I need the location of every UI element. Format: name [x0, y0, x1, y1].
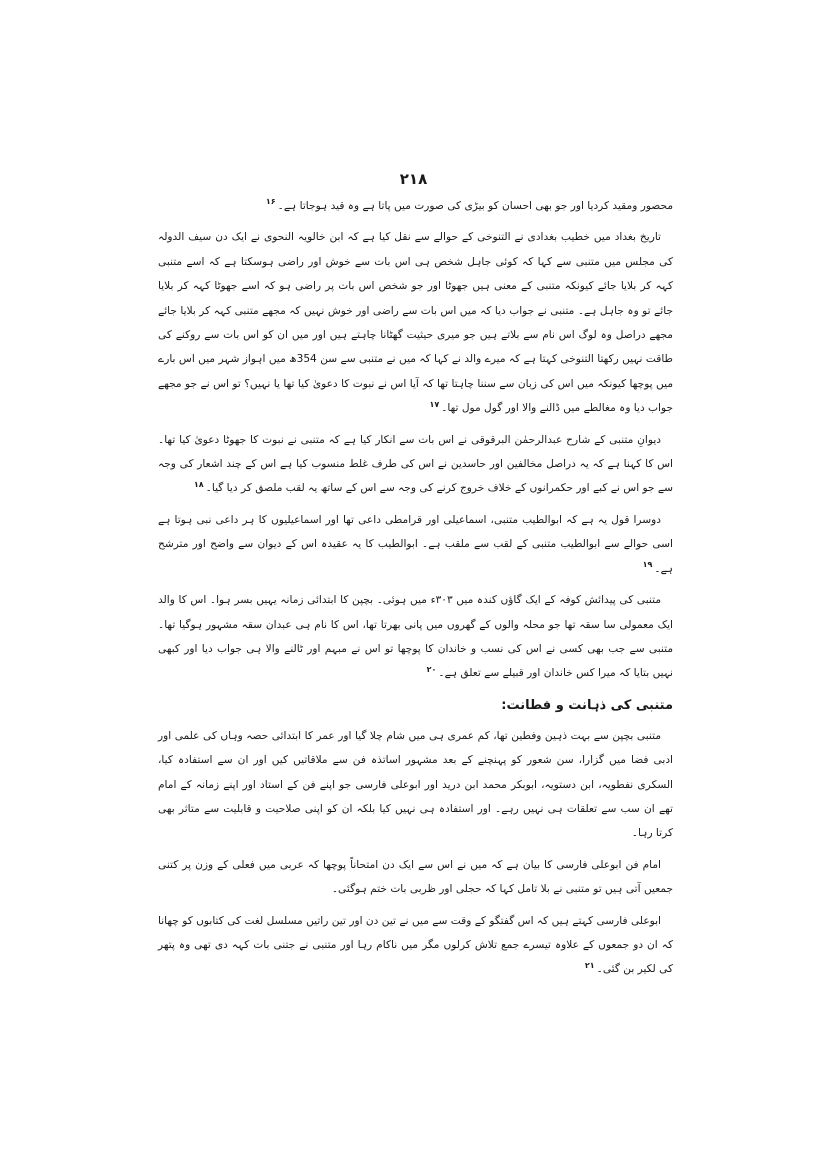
paragraph-7: [158, 853, 673, 902]
page-number: ۲۱۸: [399, 170, 428, 188]
paragraph-text: ابوعلی فارسی کہتے ہیں کہ اس گفتگو کے وقت سے میں نے تین دن اور تین راتیں مسلسل لغت کی کتابوں کو چھانا کہ ان دو جمعوں کے علاوہ تیسرے جمع تلاش کرلوں مگر میں ناکام رہا اور متنبی نے جتنی بات کہہ دی تھی وہ پتھر کی لکیر بن گئی۔: [158, 914, 673, 976]
paragraph-text: دیوانِ متنبی کے شارح عبدالرحمٰن البرقوقی نے اس بات سے انکار کیا ہے کہ متنبی نے نبوت کا جھوٹا دعویٰ کیا تھا۔ اس کا کہنا ہے کہ یہ دراصل مخالفین اور حاسدین نے اس کی طرف غلط منسوب کیا ہے اس کے چند اشعار کی وجہ سے جو اس نے کبے اور حکمرانوں کے خلاف خروج کرنے کی وجہ سے اس کے ساتھ یہ لقب ملصق کر دیا گیا۔: [158, 433, 673, 495]
paragraph-6: [158, 724, 673, 846]
footnote-ref: ۱۸: [193, 479, 204, 489]
footnote-ref: ۱۹: [642, 560, 653, 570]
footnote-ref: ۱۶: [265, 197, 276, 207]
paragraph-text: متنبی کی پیدائش کوفہ کے ایک گاؤں کندہ میں ۳۰۳ء میں ہوئی۔ بچپن کا ابتدائی زمانہ یہیں بسر ہوا۔ اس کا والد ایک معمولی سا سقہ تھا جو محلہ والوں کے گھروں میں پانی بھرتا تھا، اس کا نام ہی عبدان سقہ مشہور ہوگیا تھا۔ متنبی سے جب بھی کسی نے اس کی نسب و خاندان کا پوچھا تو اس نے مبہم اور ٹالنے والا ہی جواب دیا اور کبھی نہیں بتایا کہ میرا کس خاندان اور قبیلے سے تعلق ہے۔: [158, 594, 673, 680]
footnote-ref: ۱۷: [429, 399, 440, 409]
page-body: [158, 194, 673, 989]
footnote-ref: ۲۱: [584, 960, 595, 970]
paragraph-text: متنبی بچپن سے بہت ذہین وفطین تھا، کم عمری ہی میں شام چلا گیا اور عمر کا ابتدائی حصہ وہاں کی علمی اور ادبی فضا میں گزارا، سن شعور کو پہنچنے کے بعد مشہور اساتذہ فن سے ملاقاتیں کیں اور ان سے استفادہ کیا، السکری نفطویہ، ابن دستویہ، ابوبکر محمد ابن درید اور ابوعلی فارسی جو اپنے فن کے استاد اور اپنے زمانہ کے امام تھے ان سب سے تعلقات ہی نہیں رہے۔ اور استفادہ ہی نہیں کیا بلکہ ان کو اپنی صلاحیت و قابلیت سے متاثر بھی کرتا رہا۔: [158, 729, 673, 840]
paragraph-4: [158, 508, 673, 581]
paragraph-2: [158, 225, 673, 420]
paragraph-text: تاریخ بغداد میں خطیب بغدادی نے التنوخی کے حوالے سے نقل کیا ہے کہ ابن خالویہ النحوی نے ایک دن سیف الدولہ کی مجلس میں متنبی سے کہا کہ کوئی جاہل شخص ہی اس بات سے خوش اور راضی ہوسکتا ہے کہ اسے متنبی کہہ کر بلایا جائے کیونکہ متنبی کے معنی ہیں جھوٹا اور جو شخص اس بات پر راضی ہو کہ اسے جھوٹا کہہ کر بلایا جائے تو وہ جاہل ہے۔ متنبی نے جواب دیا کہ میں اس بات سے راضی اور خوش نہیں کہ مجھے متنبی کہہ کر بلایا جائے مجھے دراصل وہ لوگ اس نام سے بلاتے ہیں جو میری حیثیت گھٹانا چاہتے ہیں اور میں ان کو اس بات سے روکنے کی طاقت نہیں رکھتا التنوخی کہتا ہے کہ میرے والد نے کہا کہ میں نے متنبی سے سن 354ھ میں اہواز شہر میں اس بارے میں پوچھا کیونکہ میں اس کی زبان سے سننا چاہتا تھا کہ آیا اس نے نبوت کا دعویٰ کیا تھا یا نہیں؟ تو اس نے جو مجھے جواب دیا وہ مغالطے میں ڈالنے والا اور گول مول تھا۔: [158, 231, 673, 415]
paragraph-8: [158, 909, 673, 982]
paragraph-1: [158, 194, 673, 218]
paragraph-text: دوسرا قول یہ ہے کہ ابوالطیب متنبی، اسماعیلی اور قرامطی داعی تھا اور اسماعیلیوں کا ہر داعی نبی ہوتا ہے اسی حوالے سے ابوالطیب متنبی کے لقب سے ملقب ہے۔ ابوالطیب کا یہ عقیدہ اس کے دیوان سے واضح اور مترشح ہے۔: [158, 513, 673, 575]
paragraph-5: [158, 588, 673, 686]
section-heading: متنبی کی ذہانت و فطانت:: [501, 697, 673, 713]
footnote-ref: ۲۰: [426, 664, 437, 674]
paragraph-text: امام فن ابوعلی فارسی کا بیان ہے کہ میں نے اس سے ایک دن امتحاناً پوچھا کہ عربی میں فعلی کے وزن پر کتنی جمعیں آتی ہیں تو متنبی نے بلا تامل کہا کہ حجلی اور ظربی بات ختم ہوگئی۔: [158, 858, 673, 896]
paragraph-text: محصور ومقید کردیا اور جو بھی احسان کو بیڑی کی صورت میں پاتا ہے وہ قید ہوجاتا ہے۔: [277, 200, 673, 212]
paragraph-3: [158, 428, 673, 501]
